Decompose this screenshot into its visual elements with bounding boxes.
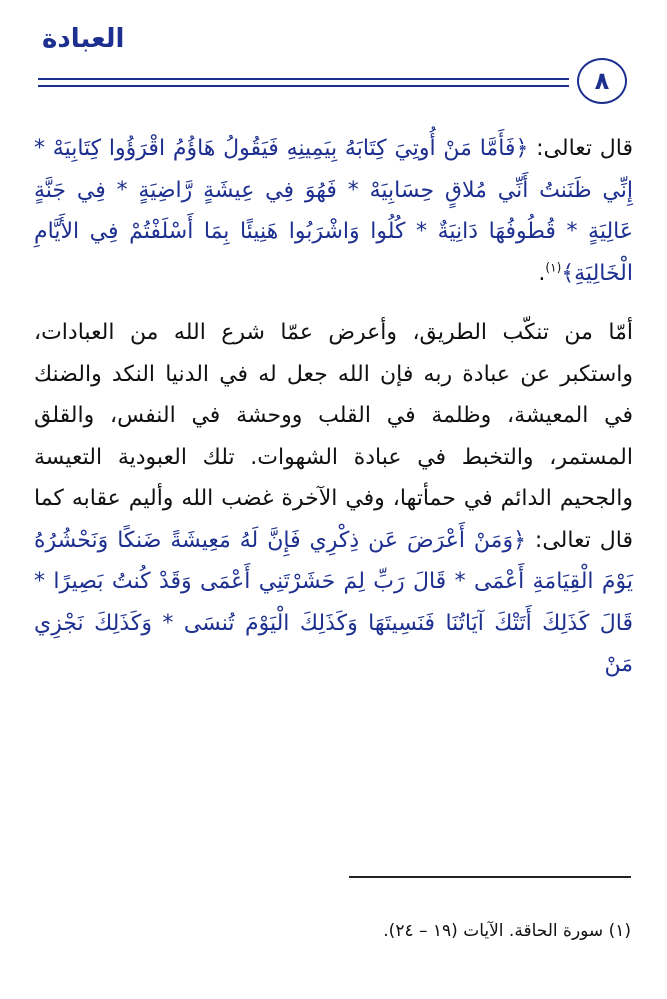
verse-intro: قال تعالى: [528, 136, 634, 161]
running-title: العبادة [42, 24, 125, 54]
quran-verse-1: ﴿فَأَمَّا مَنْ أُوتِيَ كِتَابَهُ بِيَمِينِهِ فَيَقُولُ هَاؤُمُ اقْرَؤُوا كِتَابِيَهْ * إِنِّي ظَنَنتُ أَنِّي مُلاقٍ حِسَابِيَهْ * فَهُوَ فِي عِيشَةٍ رَّاضِيَةٍ * فِي جَنَّةٍ عَالِيَةٍ * قُطُوفُهَا دَانِيَةٌ * كُلُوا وَاشْرَبُوا هَنِيئًا بِمَا أَسْلَفْتُمْ فِي الأَيَّامِ الْخَالِيَةِ﴾ [34, 136, 633, 286]
paragraph-1 [34, 128, 633, 294]
paragraph-2 [34, 312, 633, 686]
footnote-marker: (١) [545, 260, 562, 275]
header-rule-top [38, 78, 569, 80]
header-rule-bottom [38, 85, 569, 87]
footnote: (١) سورة الحاقة. الآيات (١٩ – ٢٤). [383, 921, 631, 941]
main-text [34, 128, 633, 704]
footnote-separator [349, 876, 631, 878]
page-header [28, 22, 639, 112]
sentence-end: . [538, 260, 546, 286]
quran-verse-2: ﴿وَمَنْ أَعْرَضَ عَن ذِكْرِي فَإِنَّ لَهُ مَعِيشَةً ضَنكًا وَنَحْشُرُهُ يَوْمَ الْقِيَامَةِ أَعْمَى * قَالَ رَبِّ لِمَ حَشَرْتَنِي أَعْمَى وَقَدْ كُنتُ بَصِيرًا * قَالَ كَذَلِكَ أَتَتْكَ آيَاتُنَا فَنَسِيتَهَا وَكَذَلِكَ الْيَوْمَ تُنسَى * وَكَذَلِكَ نَجْزِي مَنْ [34, 527, 633, 677]
page-number-badge: ٨ [577, 58, 627, 104]
paragraph-2-text: أمّا من تنكّب الطريق، وأعرض عمّا شرع الله من العبادات، واستكبر عن عبادة ربه فإن الله جعل له في الدنيا النكد والضنك في المعيشة، وظلمة في القلب ووحشة في النفس، والقلق المستمر، والتخبط في عبادة الشهوات. تلك العبودية التعيسة والجحيم الدائم في حمأتها، وفي الآخرة غضب الله وأليم عقابه كما قال تعالى: [34, 320, 633, 553]
